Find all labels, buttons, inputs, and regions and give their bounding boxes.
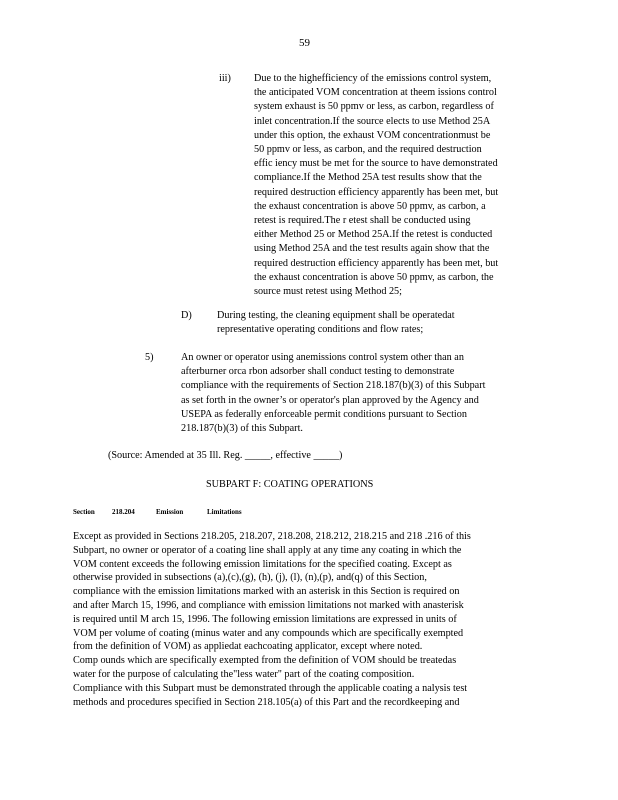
text-line: afterburner orca rbon adsorber shall conduct testing to demonstrate [181, 366, 455, 378]
text-line: VOM content exceeds the following emission limitations for the specified coating. Except as [73, 558, 452, 570]
text-line: source must retest using Method 25; [254, 286, 402, 297]
section-label: Section [73, 508, 95, 516]
text-line: compliance.If the Method 25A test results show that the [254, 172, 482, 184]
text-line: Due to the highefficiency of the emissions control system, [254, 73, 492, 84]
text-line: effic iency must be met for the source to have demonstrated [254, 158, 498, 170]
text-line: the anticipated VOM concentration at theem issions control [254, 87, 497, 99]
text-line: VOM per volume of coating (minus water and any compounds which are specifically exempted [73, 627, 464, 639]
text-line: representative operating conditions and flow rates; [217, 324, 424, 336]
text-line: using Method 25A and the test results again show that the [254, 243, 490, 255]
text-line: from the definition of VOM) as appliedat eachcoating applicator, except where noted. [73, 641, 423, 653]
text-line: compliance with the emission limitations marked with an asterisk in this Section is required on [73, 586, 460, 598]
text-line: compliance with the requirements of Section 218.187(b)(3) of this Subpart [181, 380, 486, 392]
text-line: required destruction efficiency apparently has been met, but [254, 257, 499, 269]
source-note: (Source: Amended at 35 Ill. Reg. _____, effective _____) [108, 450, 343, 461]
section-number: 218.204 [112, 508, 135, 516]
subpart-heading: SUBPART F: COATING OPERATIONS [206, 479, 374, 490]
text-line: retest is required.The r etest shall be conducted using [254, 215, 471, 226]
text-line: During testing, the cleaning equipment shall be operatedat [217, 310, 455, 321]
text-line: otherwise provided in subsections (a),(c),(g), (h), (j), (l), (n),(p), and(q) of this Section, [73, 572, 427, 584]
text-line: and after March 15, 1996, and compliance with emission limitations not marked with anasterisk [73, 600, 464, 611]
text-line: water for the purpose of calculating the"less water" part of the coating composition. [73, 669, 415, 680]
text-line: Subpart, no owner or operator of a coating line shall apply at any time any coating in which the [73, 544, 462, 556]
text-line: inlet concentration.If the source elects to use Method 25A [254, 115, 491, 127]
text-line: either Method 25 or Method 25A.If the retest is conducted [254, 229, 493, 241]
text-line: Compliance with this Subpart must be demonstrated through the applicable coating a nalysis test [73, 682, 468, 694]
section-title-word-1: Emission [156, 508, 184, 516]
item-d-marker: D) [181, 310, 192, 321]
text-line: system exhaust is 50 ppmv or less, as carbon, regardless of [254, 101, 494, 113]
text-line: An owner or operator using anemissions control system other than an [181, 352, 464, 363]
text-line: Except as provided in Sections 218.205, 218.207, 218.208, 218.212, 218.215 and 218 .216 of this [73, 531, 471, 542]
section-title-word-2: Limitations [207, 508, 242, 516]
item-5-marker: 5) [145, 352, 154, 363]
text-line: under this option, the exhaust VOM concentrationmust be [254, 129, 491, 141]
text-line: USEPA as federally enforceable permit conditions pursuant to Section [181, 408, 467, 420]
text-line: Comp ounds which are specifically exempted from the definition of VOM should be treatedas [73, 655, 457, 667]
text-line: 218.187(b)(3) of this Subpart. [181, 423, 303, 434]
text-line: required destruction efficiency apparently has been met, but [254, 186, 499, 198]
item-iii-marker: iii) [219, 73, 231, 84]
text-line: the exhaust concentration is above 50 ppmv, as carbon, the [254, 271, 494, 283]
text-line: is required until M arch 15, 1996. The following emission limitations are expressed in units of [73, 613, 457, 625]
text-line: as set forth in the owner’s or operator's plan approved by the Agency and [181, 394, 479, 406]
page-number: 59 [299, 37, 310, 49]
text-line: 50 ppmv or less, as carbon, and the required destruction [254, 144, 482, 155]
text-line: the exhaust concentration is above 50 ppmv, as carbon, a [254, 200, 486, 212]
text-line: methods and procedures specified in Section 218.105(a) of this Part and the recordkeeping and [73, 696, 460, 708]
